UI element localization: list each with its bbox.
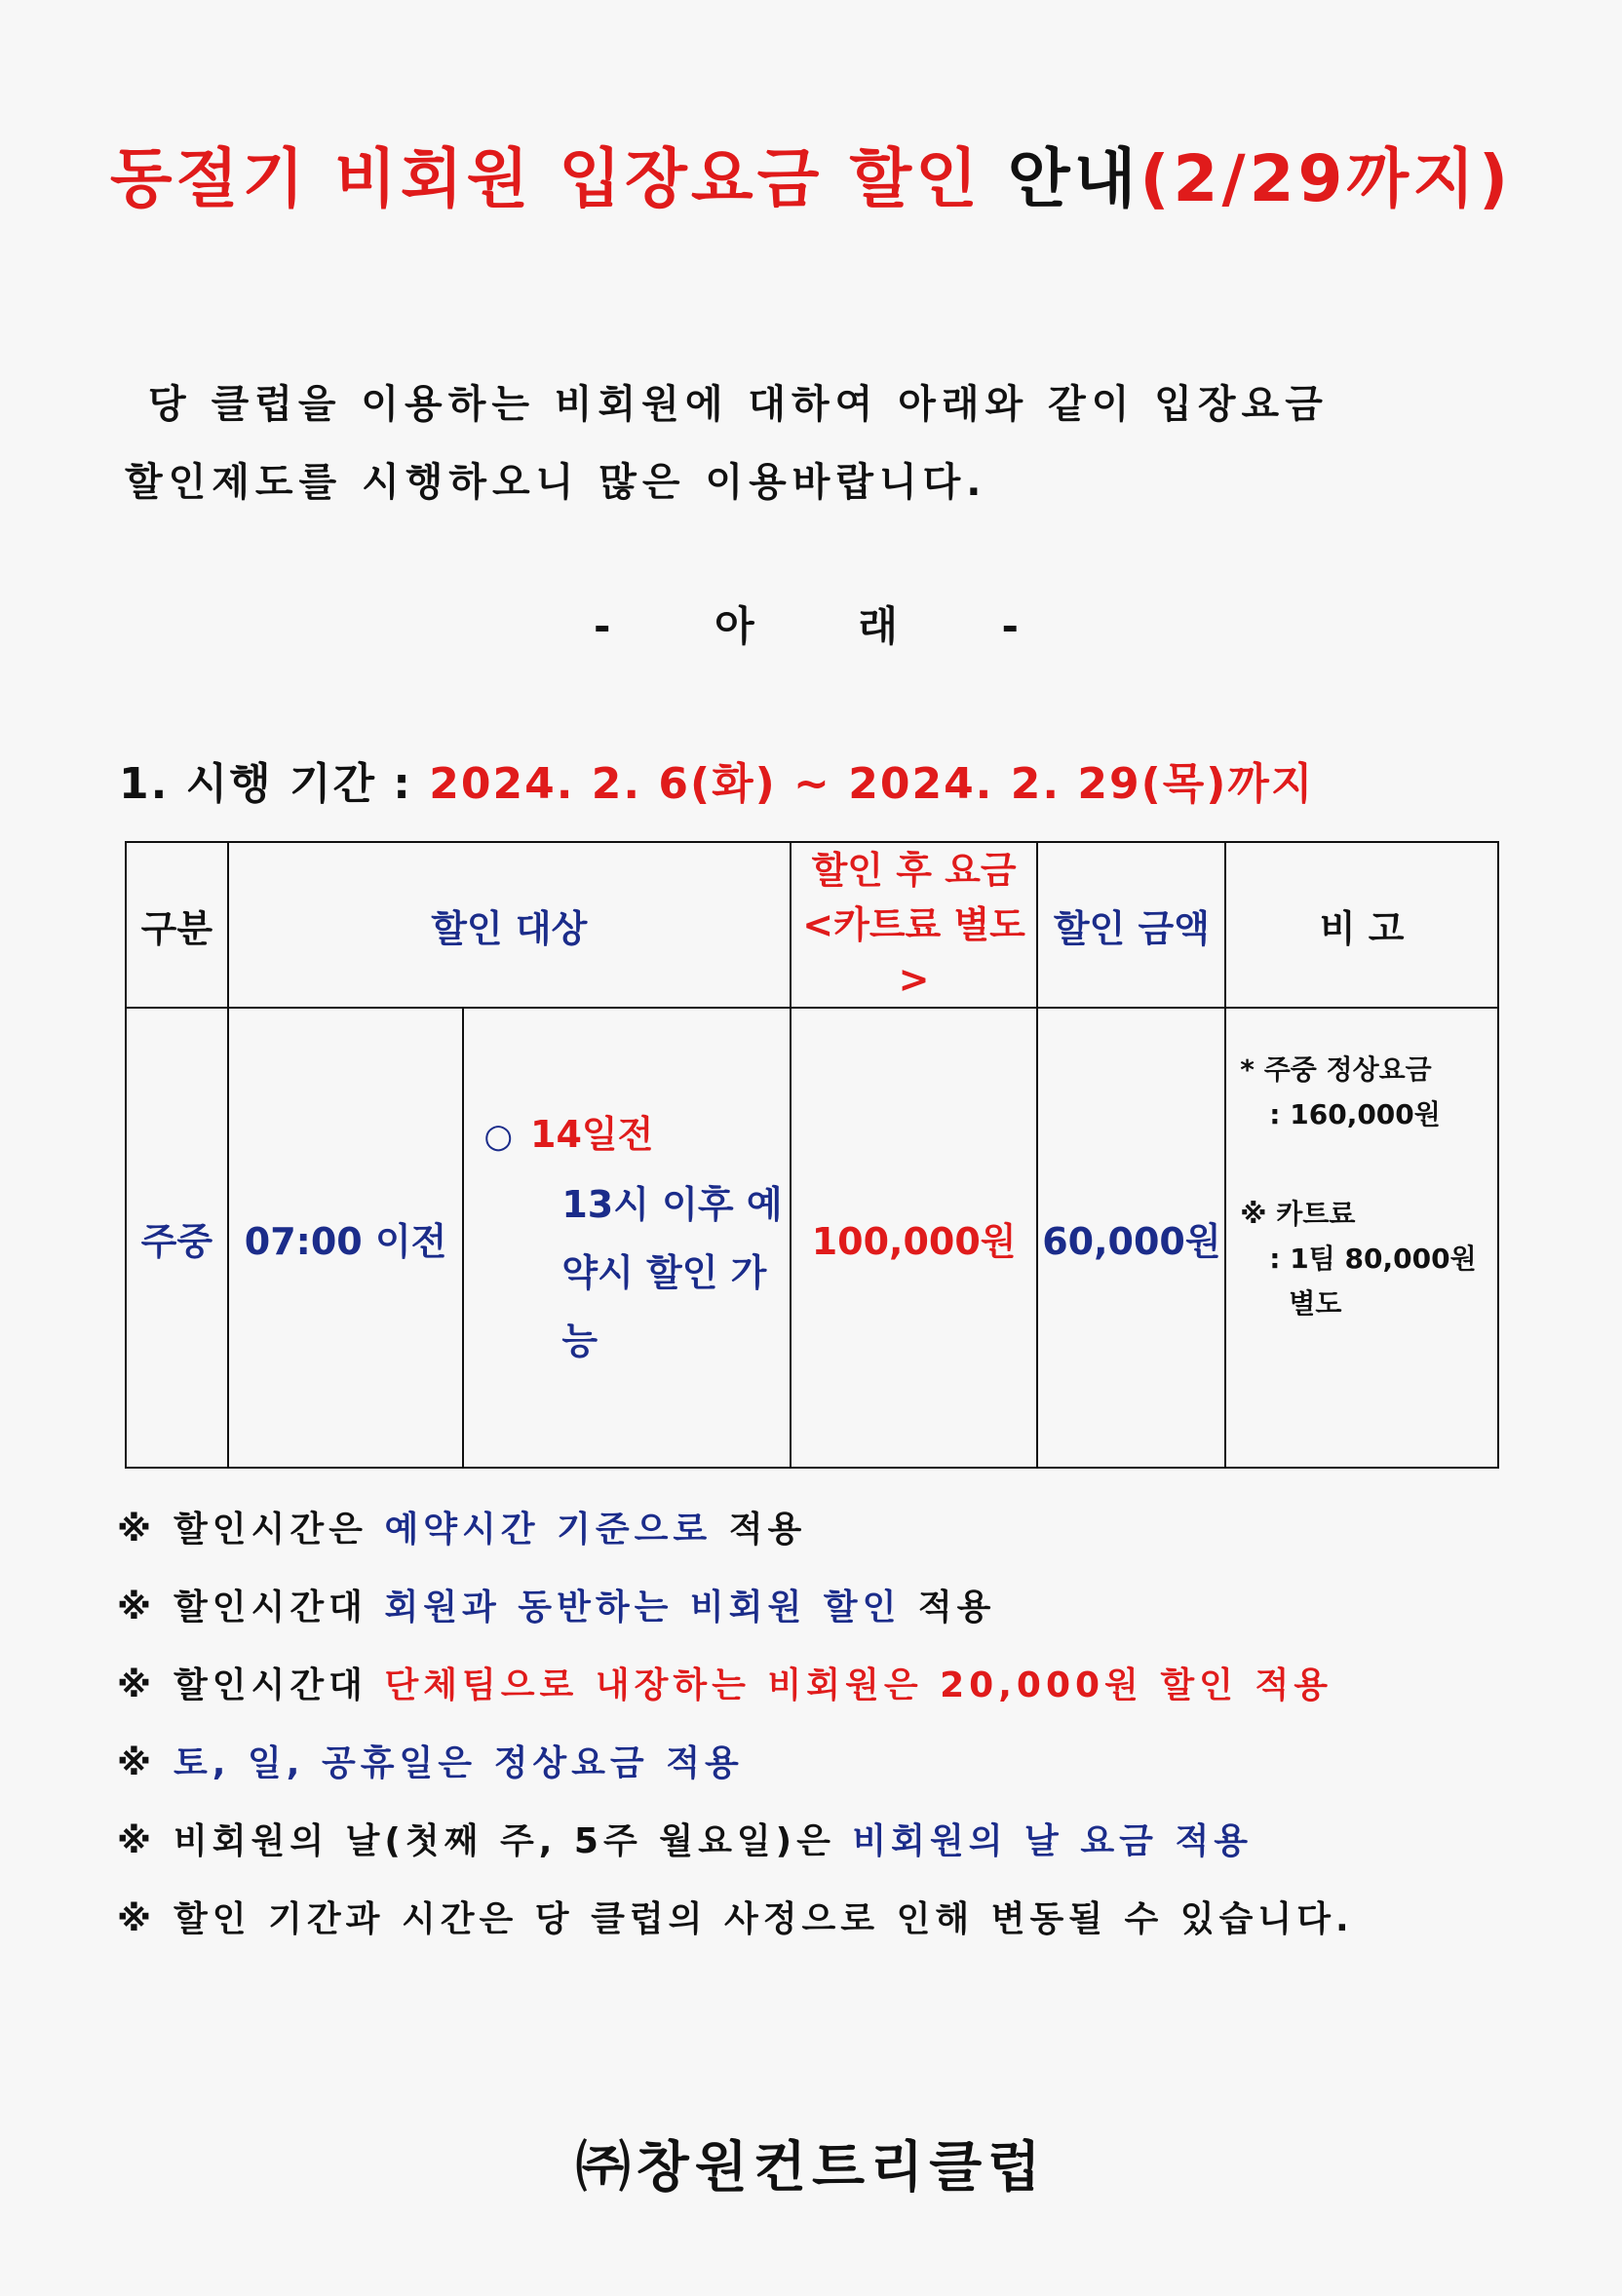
- cond-line3: 약시 할인 가능: [561, 1251, 767, 1362]
- note-text: 할인시간은: [174, 1510, 367, 1550]
- header-target: 할인 대상: [228, 842, 791, 1008]
- note-text: 적용: [728, 1510, 807, 1550]
- title-part2: 안내: [1007, 141, 1140, 216]
- period-line: [119, 748, 1314, 811]
- title-part3: (2/29까지): [1139, 141, 1513, 216]
- note-highlight: 단체팀으로 내장하는 비회원은 20,000원 할인 적용: [384, 1665, 1332, 1705]
- cond-line1: 14일전: [530, 1113, 654, 1156]
- header-fee-after-line2: <카트료 별도>: [802, 903, 1025, 1001]
- remark2-tail: 별도: [1289, 1287, 1342, 1320]
- title-part1: 동절기 비회원 입장요금 할인: [109, 141, 982, 216]
- note-mark: ※: [117, 1510, 156, 1550]
- cell-condition: [463, 1008, 790, 1468]
- bullet-circle-icon: ○: [483, 1117, 514, 1156]
- header-discount: 할인 금액: [1037, 842, 1225, 1008]
- note-mark: ※: [117, 1743, 156, 1783]
- remark1-label: * 주중 정상요금: [1240, 1053, 1432, 1086]
- heading-word2: 래: [858, 602, 908, 650]
- notes-list: [117, 1501, 1501, 1969]
- note-highlight: 토, 일, 공휴일은 정상요금 적용: [174, 1743, 744, 1783]
- company-name: ㈜창원컨트리클럽: [575, 2136, 1047, 2200]
- note-mark: ※: [117, 1588, 156, 1627]
- header-remarks: 비 고: [1225, 842, 1498, 1008]
- note-mark: ※: [117, 1821, 156, 1861]
- page-title: [0, 127, 1622, 219]
- cell-category: 주중: [126, 1008, 228, 1468]
- note-text: 적용: [917, 1588, 996, 1627]
- list-item: [117, 1579, 1501, 1657]
- cell-fee-after: 100,000원: [791, 1008, 1038, 1468]
- note-mark: ※: [117, 1899, 156, 1939]
- note-text: 할인시간대: [174, 1665, 367, 1705]
- table-header-row: [126, 842, 1498, 1008]
- note-text: 할인시간대: [174, 1588, 367, 1627]
- note-text: 비회원의 날(첫째 주, 5주 월요일)은: [174, 1821, 835, 1861]
- heading-dash-right: -: [1001, 602, 1028, 650]
- note-mark: ※: [117, 1665, 156, 1705]
- remark2-label: ※ 카트료: [1240, 1198, 1356, 1230]
- remark1-value: : 160,000원: [1269, 1098, 1441, 1130]
- list-item: [117, 1891, 1501, 1969]
- period-value: 2024. 2. 6(화) ~ 2024. 2. 29(목)까지: [429, 759, 1315, 809]
- cond-line2: 13시 이후 예: [561, 1183, 783, 1226]
- cell-time: 07:00 이전: [228, 1008, 464, 1468]
- section-heading: [0, 594, 1622, 653]
- list-item: [117, 1501, 1501, 1579]
- header-fee-after-line1: 할인 후 요금: [811, 849, 1017, 892]
- header-fee-after: [791, 842, 1038, 1008]
- note-text: 할인 기간과 시간은 당 클럽의 사정으로 인해 변동될 수 있습니다.: [174, 1899, 1354, 1939]
- period-label: 1. 시행 기간 :: [119, 759, 412, 809]
- header-category: 구분: [126, 842, 228, 1008]
- note-highlight: 예약시간 기준으로: [384, 1510, 713, 1550]
- list-item: [117, 1813, 1501, 1891]
- note-highlight: 회원과 동반하는 비회원 할인: [384, 1588, 902, 1627]
- heading-dash-left: -: [594, 602, 621, 650]
- table-row: [126, 1008, 1498, 1468]
- cell-remarks: [1225, 1008, 1498, 1468]
- heading-word1: 아: [714, 602, 764, 650]
- intro-line1: 당 클럽을 이용하는 비회원에 대하여 아래와 같이 입장요금: [148, 382, 1329, 427]
- list-item: [117, 1735, 1501, 1813]
- intro-paragraph: [125, 365, 1509, 521]
- note-highlight: 비회원의 날 요금 적용: [852, 1821, 1253, 1861]
- remark2-value: : 1팀 80,000원: [1269, 1243, 1477, 1275]
- cell-discount: 60,000원: [1037, 1008, 1225, 1468]
- fee-table: [125, 841, 1499, 1469]
- list-item: [117, 1657, 1501, 1735]
- intro-line2: 할인제도를 시행하오니 많은 이용바랍니다.: [125, 460, 987, 505]
